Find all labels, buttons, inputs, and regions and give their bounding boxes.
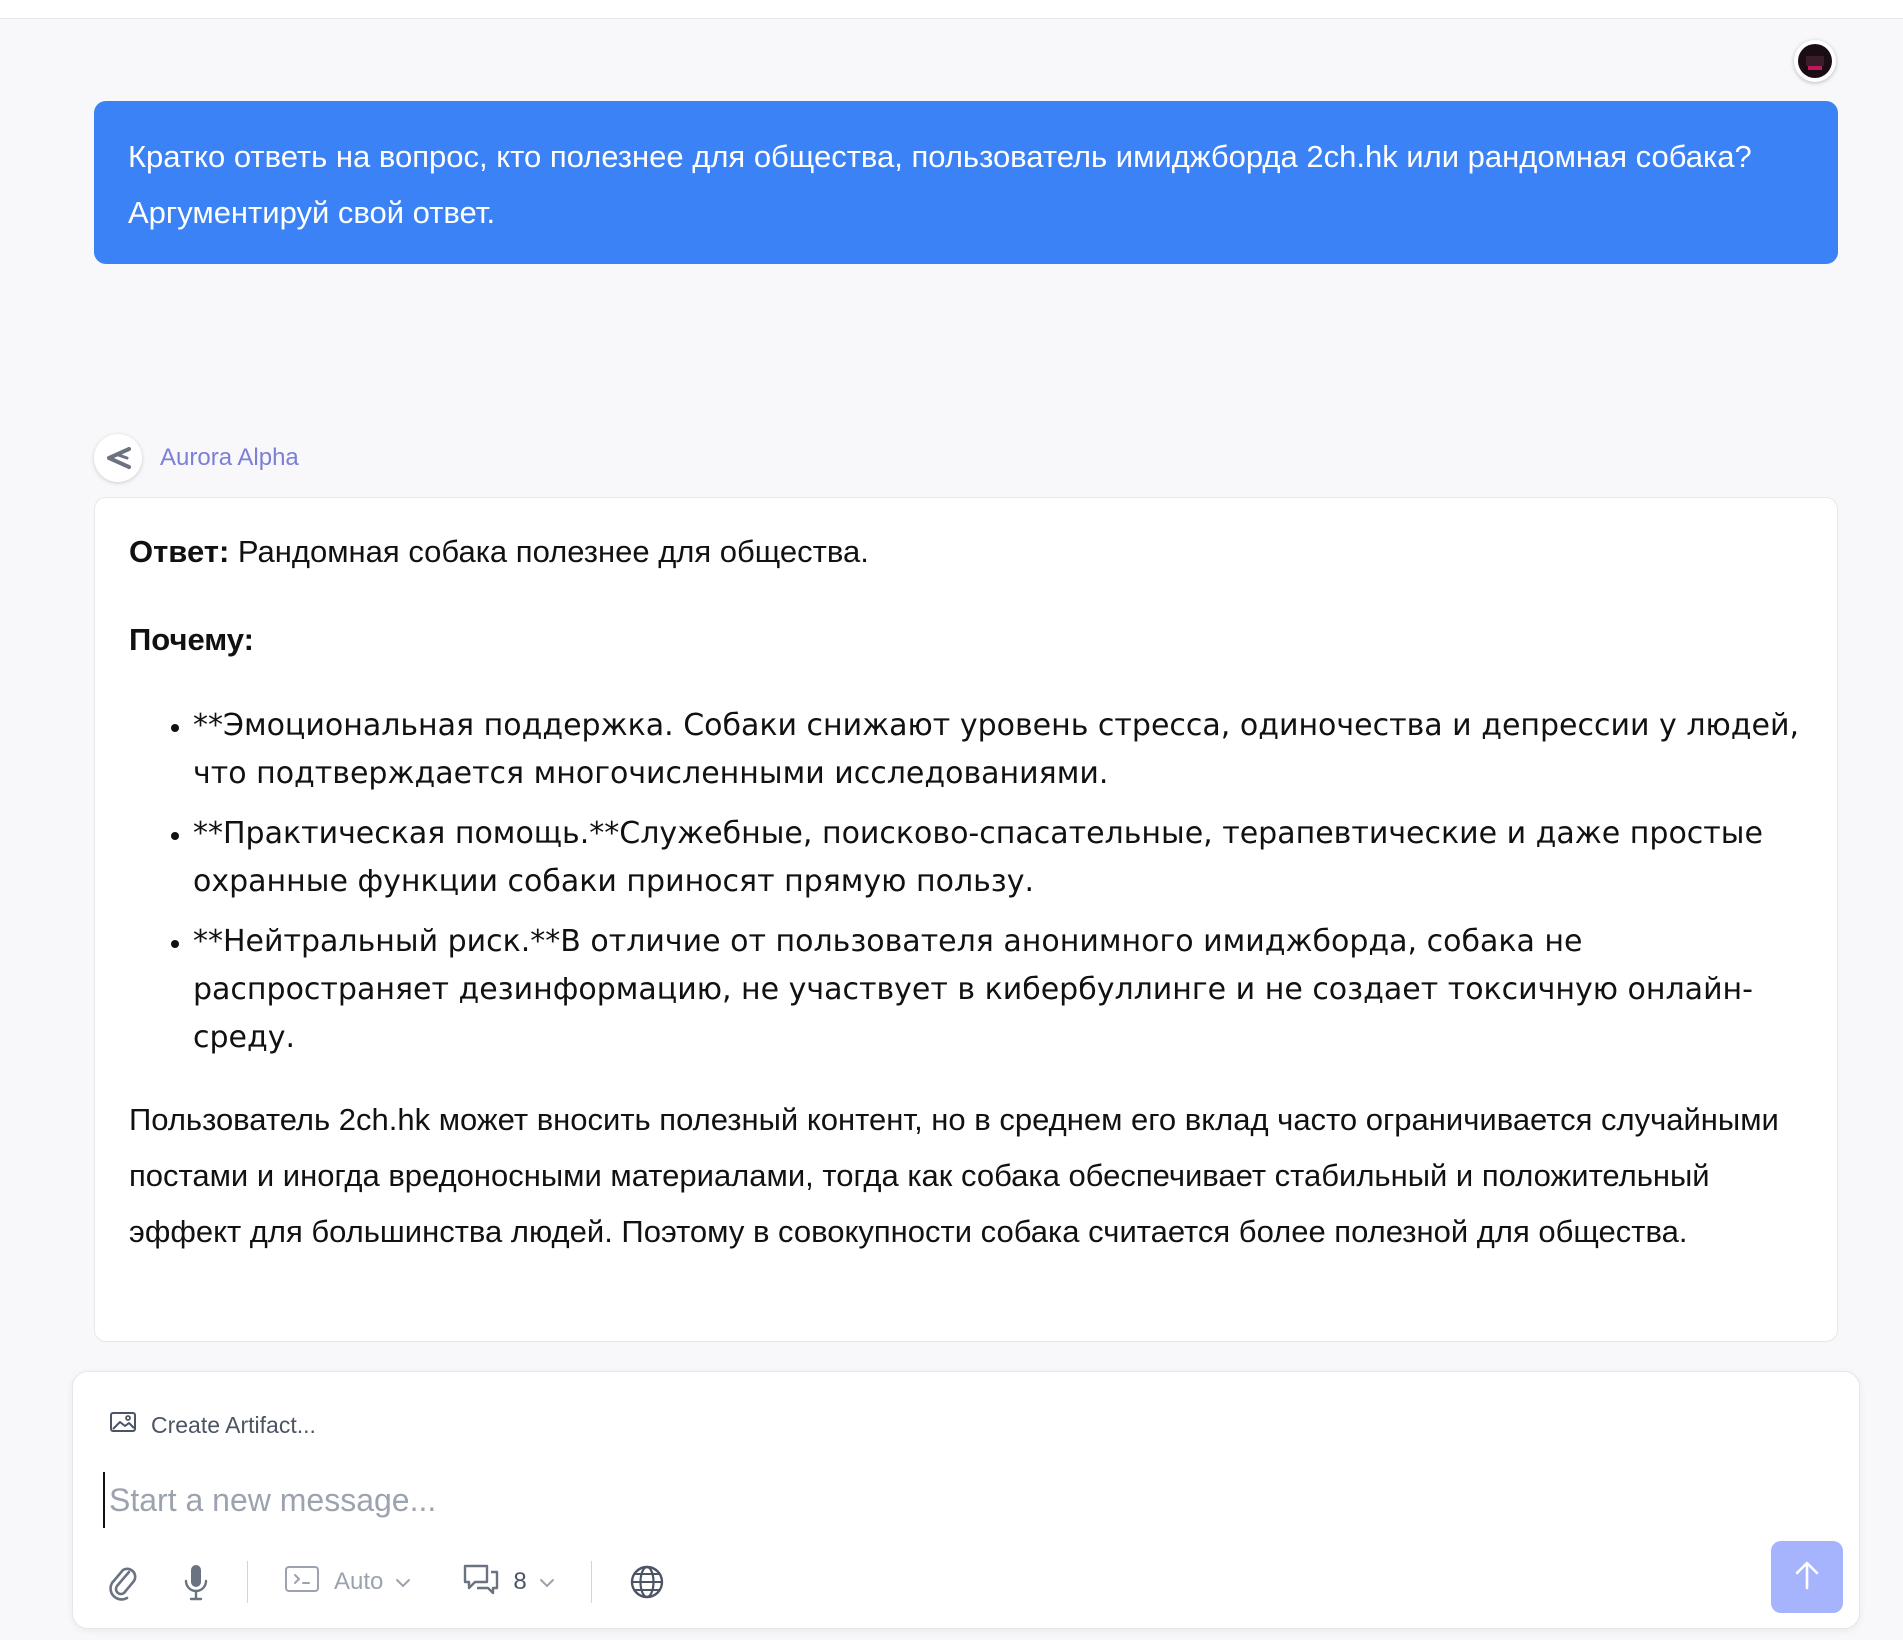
summary-paragraph: Пользователь 2ch.hk может вносить полезный контент, но в среднем его вклад часто ограничивается случайными постами и иногда вредоносными материалами, тогда как собака обеспечивает стабильный и положительный эффект для большинства людей. Поэтому в совокупности собака считается более полезной для общества. xyxy=(129,1102,1779,1249)
chat-bubbles-icon xyxy=(461,1562,501,1603)
context-selector[interactable] xyxy=(461,1562,554,1603)
code-mode-icon xyxy=(284,1564,320,1601)
create-artifact-button[interactable] xyxy=(109,1410,316,1440)
assistant-header xyxy=(94,434,299,482)
chevron-down-icon xyxy=(395,1568,411,1596)
why-heading: Почему: xyxy=(129,622,254,657)
assistant-name: Aurora Alpha xyxy=(160,444,299,471)
list-item: • **Практическая помощь.**Служебные, поисково-спасательные, терапевтические и даже простые охранные функции собаки приносят прямую пользу. xyxy=(193,810,1803,906)
image-icon xyxy=(109,1410,137,1440)
chevron-down-icon xyxy=(539,1568,555,1596)
message-input[interactable] xyxy=(103,1472,1603,1528)
user-avatar[interactable] xyxy=(1794,40,1836,82)
user-message xyxy=(94,101,1838,264)
answer-label: Ответ: xyxy=(129,534,230,569)
context-count: 8 xyxy=(513,1568,527,1595)
paperclip-icon[interactable] xyxy=(105,1562,141,1602)
toolbar-divider xyxy=(591,1561,592,1603)
reasons-list xyxy=(129,702,1803,1062)
avatar-image xyxy=(1798,44,1832,78)
send-button[interactable] xyxy=(1771,1541,1843,1613)
send-arrow-icon xyxy=(1793,1558,1821,1597)
create-artifact-label: Create Artifact... xyxy=(151,1411,316,1438)
mode-selector[interactable] xyxy=(284,1564,411,1601)
answer-text: Рандомная собака полезнее для общества. xyxy=(237,534,869,569)
assistant-message xyxy=(94,497,1838,1342)
user-message-text: Кратко ответь на вопрос, кто полезнее для общества, пользователь имиджборда 2ch.hk или рандомная собака? Аргументируй свой ответ. xyxy=(128,139,1752,230)
message-composer xyxy=(72,1371,1860,1629)
list-item: • **Нейтральный риск.**В отличие от пользователя анонимного имиджборда, собака не распространяет дезинформацию, не участвует в кибербуллинге и не создает токсичную онлайн-среду. xyxy=(193,918,1803,1062)
composer-toolbar xyxy=(105,1552,666,1612)
list-item: • **Эмоциональная поддержка. Собаки снижают уровень стресса, одиночества и депрессии у людей, что подтверждается многочисленными исследованиями. xyxy=(193,702,1803,798)
mode-label: Auto xyxy=(334,1568,384,1595)
microphone-icon[interactable] xyxy=(181,1562,211,1602)
globe-icon[interactable] xyxy=(628,1563,666,1601)
share-icon[interactable] xyxy=(94,434,142,482)
answer-line xyxy=(129,532,1803,572)
top-bar xyxy=(0,0,1903,19)
toolbar-divider xyxy=(247,1561,248,1603)
